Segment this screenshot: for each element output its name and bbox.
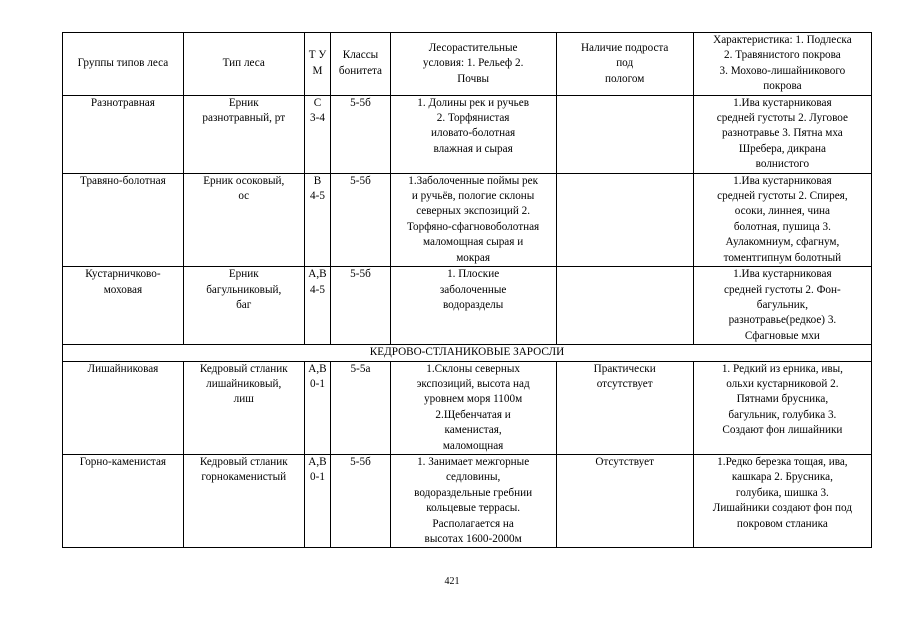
cell-class: 5-5б [331, 173, 390, 266]
cell-class: 5-5б [331, 267, 390, 345]
cell-conditions: 1. Долины рек и ручьев 2. Торфянистая иловато-болотная влажная и сырая [390, 95, 556, 173]
cell-class: 5-5а [331, 361, 390, 454]
table-row [63, 95, 872, 173]
page-number: 421 [444, 576, 460, 587]
table-header-row [63, 33, 872, 96]
section-title: КЕДРОВО-СТЛАНИКОВЫЕ ЗАРОСЛИ [63, 345, 872, 361]
cell-undergrowth: Отсутствует [556, 454, 693, 547]
cell-conditions: 1. Занимает межгорные седловины, водораздельные гребнии кольцевые террасы. Располагается на высотах 1600-2000м [390, 454, 556, 547]
cell-conditions: 1.Заболоченные поймы рек и ручьёв, пологие склоны северных экспозиций 2. Торфяно-сфагновоболотная маломощная сырая и мокрая [390, 173, 556, 266]
header-characteristic: Характеристика: 1. Подлеска 2. Травянистого покрова 3. Мохово-лишайникового покрова [693, 33, 871, 96]
cell-characteristic: 1.Редко березка тощая, ива, кашкара 2. Брусника, голубика, шишка 3. Лишайники создают фон под покровом стланика [693, 454, 871, 547]
cell-tum: А,В 4-5 [304, 267, 331, 345]
header-bonitet-class: Классы бонитета [331, 33, 390, 96]
cell-undergrowth: Практически отсутствует [556, 361, 693, 454]
cell-characteristic: 1.Ива кустарниковая средней густоты 2. Спирея, осоки, линнея, чина болотная, пушица 3. Аулакомниум, сфагнум, томентгипнум болотный [693, 173, 871, 266]
header-tum: Т У М [304, 33, 331, 96]
cell-type: Кедровый стланик горнокаменистый [183, 454, 304, 547]
cell-conditions: 1.Склоны северных экспозиций, высота над уровнем моря 1100м 2.Щебенчатая и каменистая, маломощная [390, 361, 556, 454]
table-row [63, 361, 872, 454]
section-row [63, 345, 872, 361]
cell-undergrowth [556, 267, 693, 345]
cell-characteristic: 1.Ива кустарниковая средней густоты 2. Фон- багульник, разнотравье(редкое) 3. Сфагновые мхи [693, 267, 871, 345]
table-row [63, 173, 872, 266]
header-undergrowth: Наличие подроста под пологом [556, 33, 693, 96]
cell-group: Разнотравная [63, 95, 184, 173]
cell-characteristic: 1.Ива кустарниковая средней густоты 2. Луговое разнотравье 3. Пятна мха Шребера, дикрана волнистого [693, 95, 871, 173]
cell-type: Ерник разнотравный, рт [183, 95, 304, 173]
cell-class: 5-5б [331, 95, 390, 173]
cell-undergrowth [556, 173, 693, 266]
cell-group: Кустарничково- моховая [63, 267, 184, 345]
table-row [63, 267, 872, 345]
cell-group: Горно-каменистая [63, 454, 184, 547]
cell-tum: С 3-4 [304, 95, 331, 173]
table-row [63, 454, 872, 547]
header-forest-type: Тип леса [183, 33, 304, 96]
header-forest-group: Группы типов леса [63, 33, 184, 96]
cell-tum: А,В 0-1 [304, 361, 331, 454]
cell-group: Лишайниковая [63, 361, 184, 454]
cell-tum: А,В 0-1 [304, 454, 331, 547]
cell-undergrowth [556, 95, 693, 173]
cell-type: Ерник осоковый, ос [183, 173, 304, 266]
cell-group: Травяно-болотная [63, 173, 184, 266]
cell-tum: В 4-5 [304, 173, 331, 266]
cell-characteristic: 1. Редкий из ерника, ивы, ольхи кустарниковой 2. Пятнами брусника, багульник, голубика 3. Создают фон лишайники [693, 361, 871, 454]
cell-type: Ерник багульниковый, баг [183, 267, 304, 345]
forest-types-table [62, 32, 872, 548]
cell-type: Кедровый стланик лишайниковый, лиш [183, 361, 304, 454]
header-growth-conditions: Лесорастительные условия: 1. Рельеф 2. Почвы [390, 33, 556, 96]
cell-class: 5-5б [331, 454, 390, 547]
cell-conditions: 1. Плоские заболоченные водоразделы [390, 267, 556, 345]
